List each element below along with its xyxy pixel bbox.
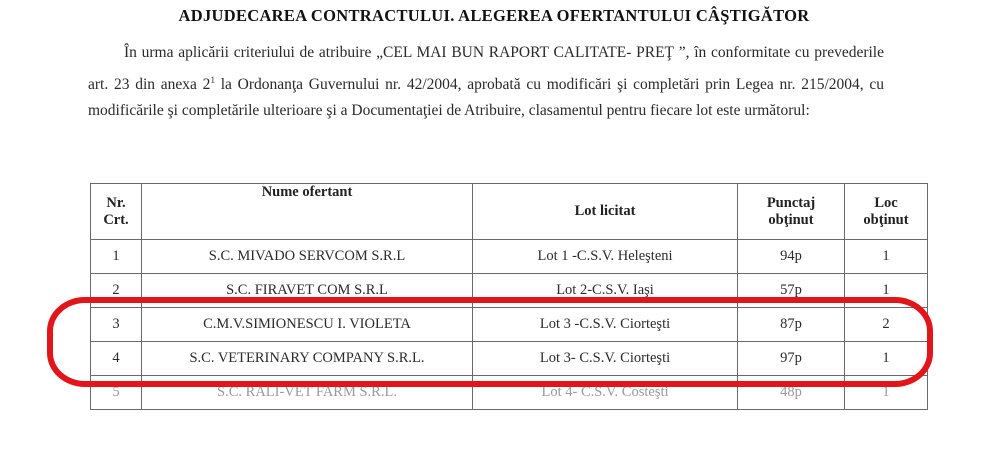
cell-score: 97p — [738, 342, 845, 376]
cell-nr: 1 — [91, 240, 142, 274]
cell-place: 1 — [845, 342, 928, 376]
intro-paragraph — [88, 40, 884, 125]
cell-place: 1 — [845, 376, 928, 410]
cell-name: S.C. FIRAVET COM S.R.L — [142, 274, 473, 308]
header-name: Nume ofertant — [142, 184, 473, 240]
header-score-line1: Punctaj — [766, 194, 816, 211]
header-place-line2: obţinut — [863, 211, 909, 228]
cell-place: 1 — [845, 274, 928, 308]
intro-superscript: 1 — [210, 74, 215, 85]
cell-name: S.C. RALI-VET FARM S.R.L. — [142, 376, 473, 410]
cell-score: 94p — [738, 240, 845, 274]
table-header-row — [91, 184, 928, 240]
header-place — [845, 184, 928, 240]
cell-score: 48p — [738, 376, 845, 410]
cell-nr: 2 — [91, 274, 142, 308]
cell-lot: Lot 3- C.S.V. Ciorteşti — [473, 342, 738, 376]
table-row — [91, 342, 928, 376]
cell-nr: 3 — [91, 308, 142, 342]
header-lot: Lot licitat — [473, 184, 738, 240]
ranking-table — [90, 183, 928, 410]
table-row — [91, 240, 928, 274]
table-row — [91, 274, 928, 308]
cell-lot: Lot 1 -C.S.V. Heleşteni — [473, 240, 738, 274]
cell-name: S.C. MIVADO SERVCOM S.R.L — [142, 240, 473, 274]
cell-lot: Lot 2-C.S.V. Iaşi — [473, 274, 738, 308]
header-nr-crt — [91, 184, 142, 240]
cell-place: 1 — [845, 240, 928, 274]
header-place-line1: Loc — [874, 194, 898, 211]
intro-text-part1: În urma aplicării criteriului de atribuire „CEL MAI BUN RAPORT CALITATE- PREŢ ”, în conformitate cu prevederile art. 23 din anexa 2 — [88, 44, 884, 93]
header-score-line2: obţinut — [768, 211, 814, 228]
header-nr-line2: Crt. — [103, 211, 129, 228]
header-nr-line1: Nr. — [106, 194, 126, 211]
intro-text-part2: la Ordonanţa Guvernului nr. 42/2004, aprobată cu modificări şi completări prin Legea nr. 215/2004, cu modificările şi completările ulterioare şi a Documentaţiei de Atribuire, clasamentul pentru fiecare lot este următorul: — [88, 75, 885, 120]
cell-score: 87p — [738, 308, 845, 342]
cell-name: S.C. VETERINARY COMPANY S.R.L. — [142, 342, 473, 376]
cell-score: 57p — [738, 274, 845, 308]
cell-nr: 4 — [91, 342, 142, 376]
cell-nr: 5 — [91, 376, 142, 410]
cell-name: C.M.V.SIMIONESCU I. VIOLETA — [142, 308, 473, 342]
cell-lot: Lot 4- C.S.V. Costeşti — [473, 376, 738, 410]
table-row — [91, 308, 928, 342]
table-row — [91, 376, 928, 410]
document-title: ADJUDECAREA CONTRACTULUI. ALEGEREA OFERTANTULUI CÂŞTIGĂTOR — [178, 6, 810, 25]
cell-lot: Lot 3 -C.S.V. Ciorteşti — [473, 308, 738, 342]
cell-place: 2 — [845, 308, 928, 342]
header-score — [738, 184, 845, 240]
